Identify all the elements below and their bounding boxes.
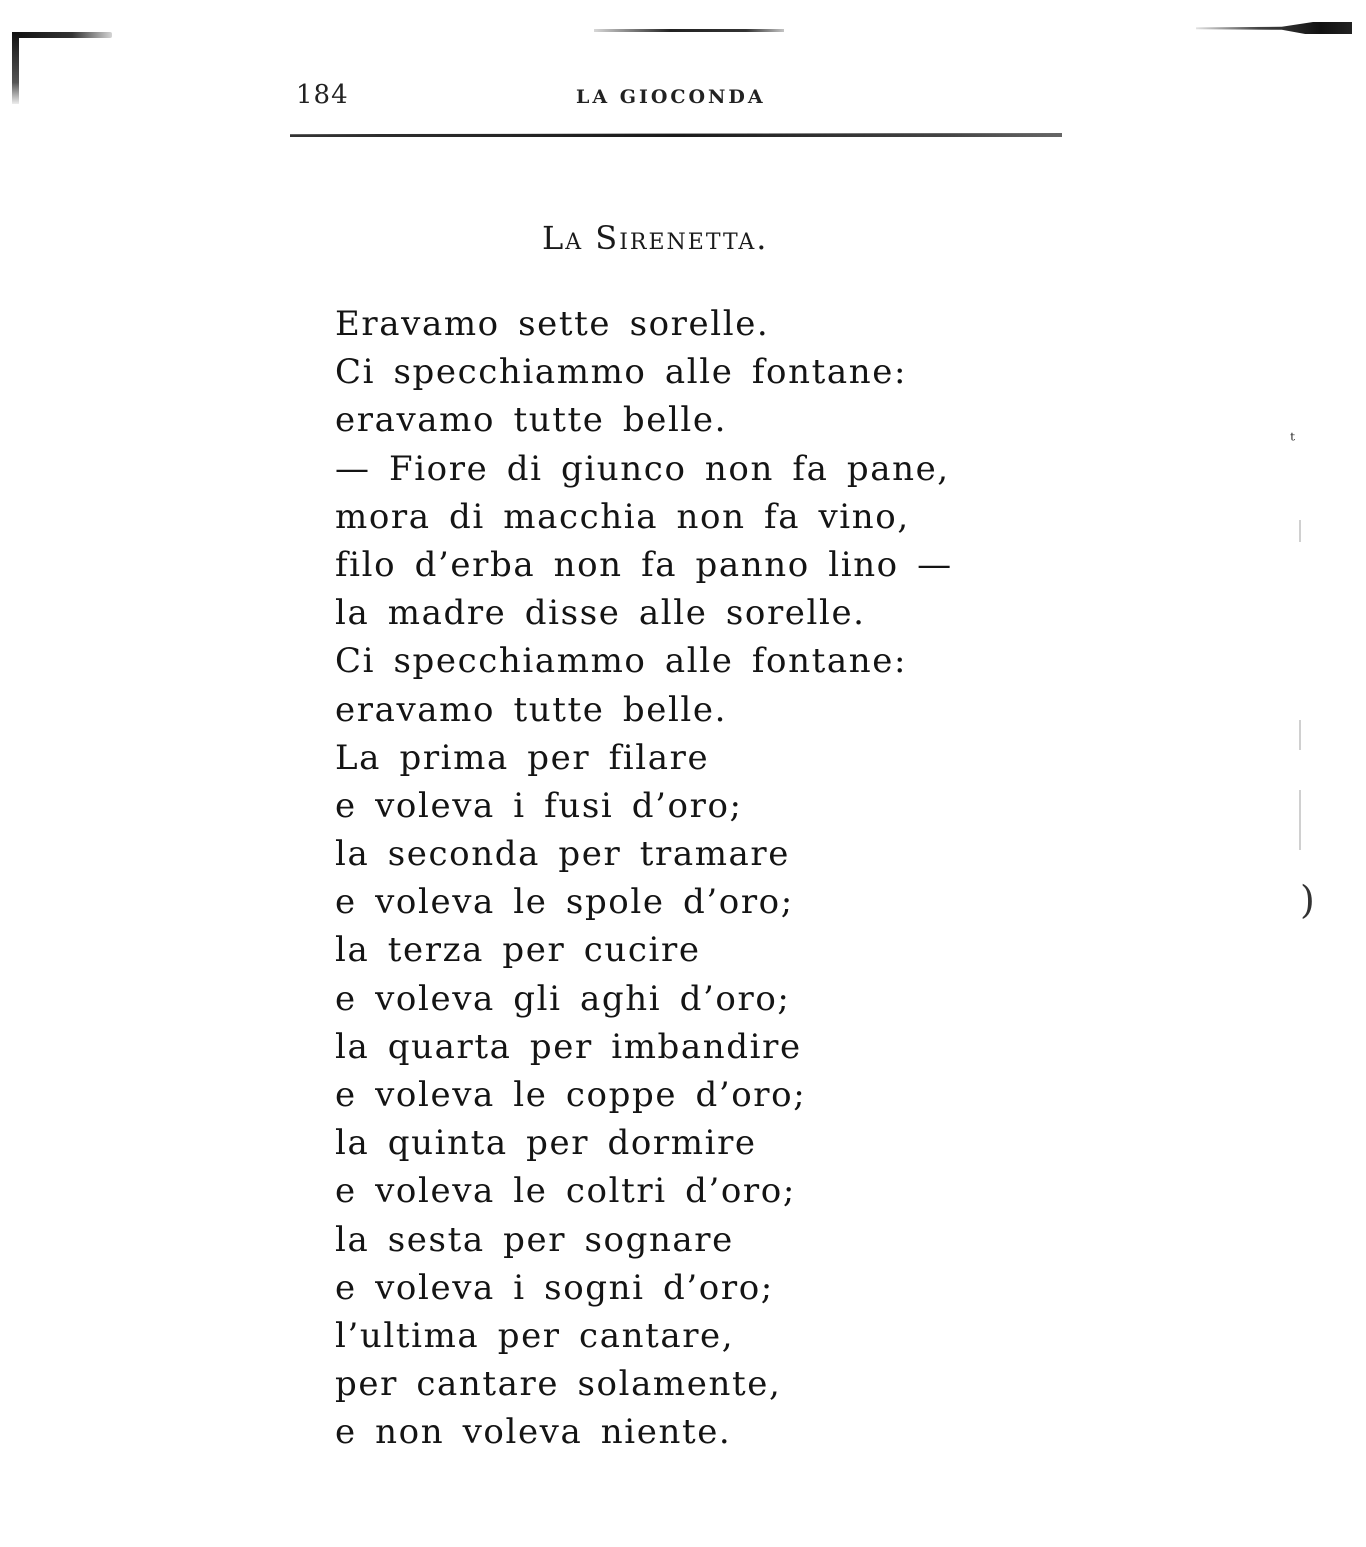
poem-line: la madre disse alle sorelle. xyxy=(335,593,866,634)
poem-line: Eravamo sette sorelle. xyxy=(335,304,770,344)
scan-margin-dash xyxy=(1299,520,1301,542)
scan-margin-dash xyxy=(1299,720,1301,750)
scan-bracket-mark: ) xyxy=(1300,878,1315,922)
poem-line: e voleva gli aghi d’oro; xyxy=(335,978,791,1019)
header-rule xyxy=(290,133,1062,137)
page-number: 184 xyxy=(296,80,349,110)
poem-line: la terza per cucire xyxy=(335,930,701,971)
running-head xyxy=(296,80,1066,114)
poem-line: eravamo tutte belle. xyxy=(335,689,728,730)
poem-title: La Sirenetta. xyxy=(542,219,769,257)
poem-line: e voleva le coltri d’oro; xyxy=(335,1171,796,1212)
poem-line: eravamo tutte belle. xyxy=(335,400,728,441)
poem-line: e voleva i fusi d’oro; xyxy=(335,785,743,826)
poem-line: la quarta per imbandire xyxy=(335,1026,802,1067)
poem-line: la quinta per dormire xyxy=(335,1123,757,1164)
poem-line: e voleva i sogni d’oro; xyxy=(335,1267,774,1308)
scan-corner-mark-left-vertical xyxy=(12,32,19,104)
poem-body xyxy=(335,300,1035,1457)
poem-line: La prima per filare xyxy=(335,737,710,778)
poem-line: per cantare solamente, xyxy=(335,1364,782,1405)
scan-speck-mark: ᵗ xyxy=(1290,428,1295,452)
poem-line: — Fiore di giunco non fa pane, xyxy=(335,448,950,489)
poem-line: e non voleva niente. xyxy=(335,1412,732,1453)
poem-line: e voleva le spole d’oro; xyxy=(335,882,794,923)
poem-line: Ci specchiammo alle fontane: xyxy=(335,352,908,393)
poem-line: la sesta per sognare xyxy=(335,1219,734,1260)
poem-line: l’ultima per cantare, xyxy=(335,1315,735,1356)
scan-corner-mark-right xyxy=(1196,22,1352,34)
scan-margin-dash xyxy=(1299,790,1301,850)
poem-line: la seconda per tramare xyxy=(335,834,790,875)
scan-corner-mark-left xyxy=(12,32,112,38)
running-title: LA GIOCONDA xyxy=(576,86,766,108)
poem-line: e voleva le coppe d’oro; xyxy=(335,1075,807,1115)
scan-top-line xyxy=(594,29,784,32)
poem-line: filo d’erba non fa panno lino — xyxy=(335,544,953,585)
poem-line: mora di macchia non fa vino, xyxy=(335,496,910,537)
poem-line: Ci specchiammo alle fontane: xyxy=(335,641,908,682)
